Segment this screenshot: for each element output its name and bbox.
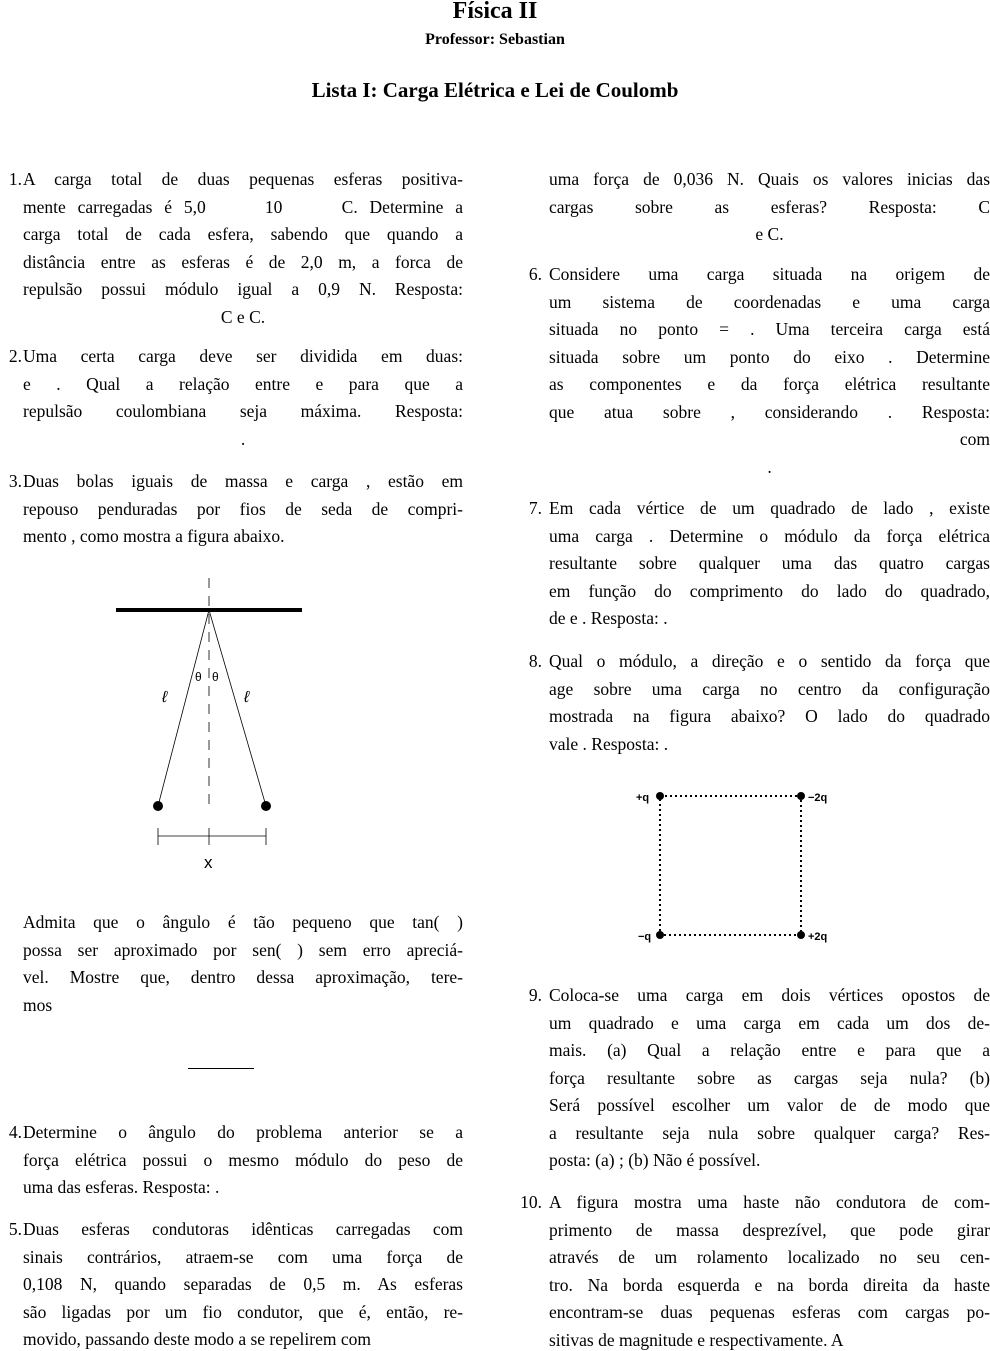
text-line: de e . Resposta: . [549,608,668,628]
text-line: sitivas de magnitude e respectivamente. A [549,1329,844,1350]
exercise-item [528,261,990,481]
text-line: repouso penduradas por fios de seda de compri- [23,498,463,519]
exercise-number: 1. [8,169,22,189]
text-line: A figura mostra uma haste não condutora de com- [549,1192,990,1212]
exercise-number: 5. [8,1219,22,1239]
exercise-item [528,648,990,758]
exercise-number: 6. [528,264,542,284]
svg-text:θ: θ [195,670,202,684]
text-line: a resultante seja nula sobre qualquer carga? Res- [549,1122,990,1143]
svg-text:−q: −q [638,931,652,943]
text-line: possa ser aproximado por sen( ) sem erro apreciá- [23,939,463,960]
text-line: movido, passando deste modo a se repelirem com [23,1329,371,1349]
text-line: Uma certa carga deve ser dividida em duas: [23,346,463,366]
text-line: posta: (a) ; (b) Não é possível. [549,1150,761,1170]
text-line: primento de massa desprezível, que pode girar [549,1219,990,1240]
sphere-right [261,801,271,811]
exercise-item [549,166,990,249]
text-line: situada no ponto = . Uma terceira carga está [549,319,990,339]
text-line: 0,108 N, quando separadas de 0,5 m. As esferas [23,1274,463,1294]
text-line: mento , como mostra a figura abaixo. [23,526,285,546]
text-line: mos [23,994,53,1015]
svg-text:θ: θ [212,670,219,684]
fraction-bar [188,1068,254,1069]
text-line: uma carga . Determine o módulo da força elétrica [549,525,990,546]
text-line: encontram-se duas pequenas esferas com cargas po- [549,1302,990,1322]
text-line: . [767,456,772,477]
text-line: e C. [755,224,784,244]
text-line: situada sobre um ponto do eixo . Determine [549,346,990,367]
exercise-number: 10. [520,1192,542,1212]
exercise-item [520,1189,990,1351]
exercise-number: 8. [528,651,542,671]
exercise-number: 7. [528,498,542,518]
text-line: força elétrica possui o mesmo módulo do peso de [23,1149,463,1170]
text-line: uma força de 0,036 N. Quais os valores inicias das [549,169,990,189]
text-line: Considere uma carga situada na origem de [549,264,990,284]
list-title: Lista I: Carga Elétrica e Lei de Coulomb [311,78,679,102]
text-line: C e C. [220,306,266,327]
text-line: um quadrado e uma carga em cada um dos de- [549,1012,990,1033]
exercise-number: 4. [8,1122,22,1142]
text-line: Admita que o ângulo é tão pequeno que tan( ) [23,912,463,932]
exercise-item [528,982,990,1175]
text-line: Duas esferas condutoras idênticas carregadas com [23,1219,463,1239]
professor-name: Professor: Sebastian [425,31,565,48]
svg-text:−2q: −2q [808,792,828,804]
sphere-left [153,801,163,811]
text-line: A carga total de duas pequenas esferas positiva- [23,169,463,189]
text-line: Coloca-se uma carga em dois vértices opostos de [549,985,990,1005]
svg-text:ℓ: ℓ [244,689,250,706]
text-line: repulsão coulombiana seja máxima. Resposta: [23,401,463,421]
exercise-item [8,166,463,331]
text-line: carga total de cada esfera, sabendo que quando a [23,224,463,244]
text-line: são ligadas por um fio condutor, que é, então, re- [23,1301,463,1322]
text-line: resultante sobre qualquer uma das quatro cargas [549,553,990,573]
text-line: em função do comprimento do lado do quadrado, [549,580,990,601]
exercise-number: 3. [8,471,22,491]
course-title: Física II [452,0,538,24]
text-line: com [959,429,990,449]
text-line: tro. Na borda esquerda e na borda direita da haste [549,1274,990,1295]
text-line: uma das esferas. Resposta: . [23,1177,220,1197]
hanging-spheres-figure [110,570,310,880]
svg-text:+2q: +2q [808,931,828,943]
text-line: Duas bolas iguais de massa e carga , estão em [23,471,463,491]
svg-text:x: x [204,853,213,872]
exercise-item [23,909,463,1019]
text-line: Será possível escolher um valor de de modo que [549,1095,990,1115]
square-charges-figure [630,780,850,950]
text-line: mais. (a) Qual a relação entre e para que a [549,1040,990,1060]
text-line: sinais contrários, atraem-se com uma força de [23,1246,463,1267]
text-line: Em cada vértice de um quadrado de lado , existe [549,498,990,518]
svg-text:ℓ: ℓ [162,689,168,706]
text-line: as componentes e da força elétrica resultante [549,374,990,394]
text-line: que atua sobre , considerando . Resposta: [549,401,990,422]
text-line: vale . Resposta: . [549,733,669,754]
exercise-item [8,343,463,453]
exercise-number: 2. [8,346,22,366]
text-line: . [240,428,246,449]
exercise-item [8,1119,463,1202]
svg-text:+q: +q [636,792,650,804]
text-line: cargas sobre as esferas? Resposta: C [549,196,990,217]
text-line: Qual o módulo, a direção e o sentido da força que [549,651,990,671]
text-line: mente carregadas é 5,0 10 C. Determine a [23,196,463,217]
text-line: mostrada na figura abaixo? O lado do quadrado [549,706,990,726]
text-line: repulsão possui módulo igual a 0,9 N. Resposta: [23,279,463,299]
text-line: distância entre as esferas é de 2,0 m, a forca de [23,251,463,272]
exercise-item [8,468,463,551]
exercise-item [528,495,990,633]
text-line: através de um rolamento localizado no seu cen- [549,1247,990,1267]
text-line: um sistema de coordenadas e uma carga [549,291,990,312]
text-line: Determine o ângulo do problema anterior se a [23,1122,463,1142]
text-line: vel. Mostre que, dentro dessa aproximação, tere- [23,967,463,987]
text-line: age sobre uma carga no centro da configuração [549,678,990,699]
exercise-item [8,1216,463,1351]
exercise-number: 9. [528,985,542,1005]
text-line: e . Qual a relação entre e para que a [23,373,463,394]
text-line: força resultante sobre as cargas seja nula? (b) [549,1067,990,1088]
